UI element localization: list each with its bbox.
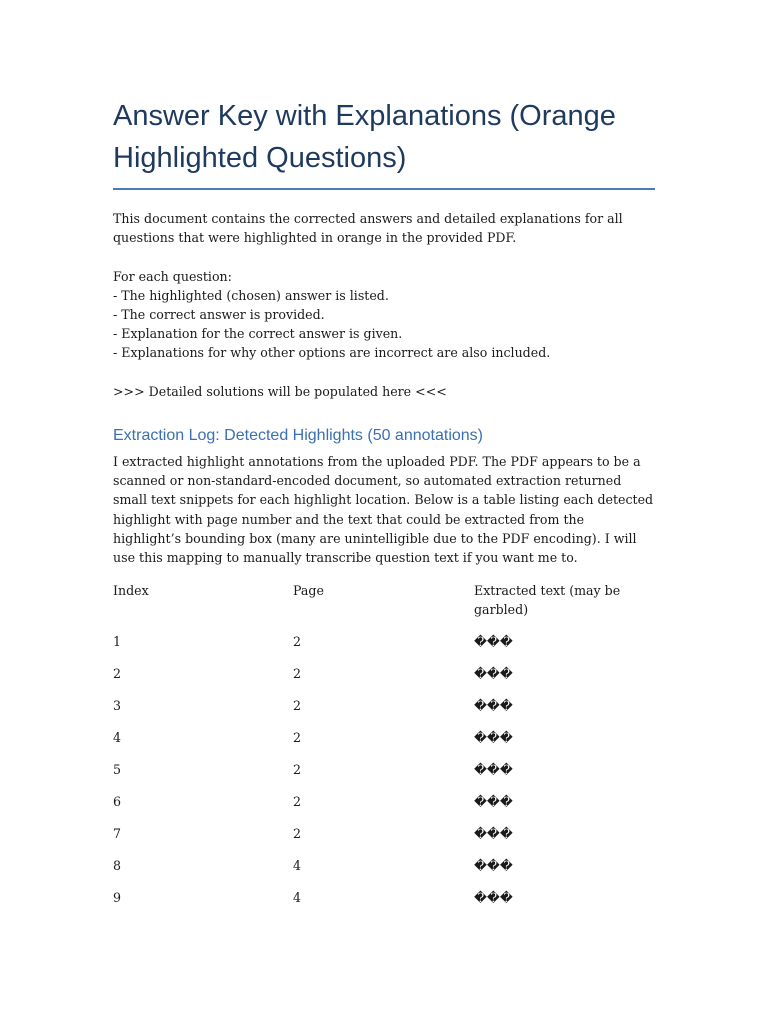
- cell-index: 4: [113, 729, 122, 745]
- for-each-heading: For each question:: [113, 268, 232, 284]
- cell-index: 2: [113, 665, 122, 681]
- cell-index: 1: [113, 633, 122, 649]
- cell-page: 2: [293, 665, 302, 681]
- column-header-index: Index: [113, 583, 149, 599]
- cell-extracted-text: ���: [474, 761, 513, 777]
- list-item: - Explanations for why other options are incorrect are also included.: [113, 345, 551, 361]
- document-page: [113, 95, 655, 920]
- cell-page: 4: [293, 857, 302, 873]
- column-header-page: Page: [293, 583, 324, 599]
- for-each-list: [113, 267, 655, 363]
- title-divider: [113, 188, 655, 190]
- intro-paragraph: This document contains the corrected answers and detailed explanations for all questions that were highlighted in orange in the provided PDF.: [113, 211, 623, 246]
- cell-index: 7: [113, 825, 122, 841]
- cell-page: 2: [293, 729, 302, 745]
- column-header-extracted-text-label: Extracted text (may be garbled): [474, 583, 621, 618]
- cell-page: 2: [293, 793, 302, 809]
- extraction-log-heading: Extraction Log: Detected Highlights (50 annotations): [113, 427, 483, 444]
- cell-extracted-text: ���: [474, 665, 513, 681]
- cell-index: 9: [113, 889, 122, 905]
- table-row: [113, 664, 655, 696]
- cell-index: 5: [113, 761, 122, 777]
- list-item: - The correct answer is provided.: [113, 307, 325, 322]
- cell-index: 3: [113, 697, 122, 713]
- cell-extracted-text: ���: [474, 857, 513, 873]
- cell-page: 2: [293, 761, 302, 777]
- cell-extracted-text: ���: [474, 825, 513, 841]
- table-header-row: [113, 581, 655, 631]
- cell-page: 2: [293, 697, 302, 713]
- table-row: [113, 792, 655, 824]
- cell-page: 2: [293, 825, 302, 841]
- cell-extracted-text: ���: [474, 697, 513, 713]
- column-header-extracted-text: [474, 581, 655, 631]
- cell-extracted-text: ���: [474, 633, 513, 649]
- cell-extracted-text: ���: [474, 889, 513, 905]
- cell-index: 8: [113, 857, 122, 873]
- cell-page: 4: [293, 889, 302, 905]
- cell-page: 2: [293, 633, 302, 649]
- list-item: - Explanation for the correct answer is given.: [113, 326, 403, 342]
- extraction-log-description: I extracted highlight annotations from the uploaded PDF. The PDF appears to be a scanned or non-standard-encoded document, so automated extraction returned small text snippets for each highlight location. Below is a table listing each detected highlight with page number and the text that could be extracted from the highlight’s bounding box (many are unintelligible due to the PDF encoding). I will use this mapping to manually transcribe question text if you want me to.: [113, 454, 654, 566]
- placeholder-line: >>> Detailed solutions will be populated here <<<: [113, 383, 447, 399]
- list-item: - The highlighted (chosen) answer is listed.: [113, 287, 389, 303]
- cell-index: 6: [113, 793, 122, 809]
- table-row: [113, 888, 655, 920]
- table-row: [113, 632, 655, 664]
- cell-extracted-text: ���: [474, 729, 513, 745]
- table-row: [113, 856, 655, 888]
- highlights-table: [113, 581, 655, 919]
- table-row: [113, 824, 655, 856]
- document-title: Answer Key with Explanations (Orange Highlighted Questions): [113, 100, 616, 174]
- table-row: [113, 760, 655, 792]
- cell-extracted-text: ���: [474, 793, 513, 809]
- table-row: [113, 728, 655, 760]
- table-row: [113, 696, 655, 728]
